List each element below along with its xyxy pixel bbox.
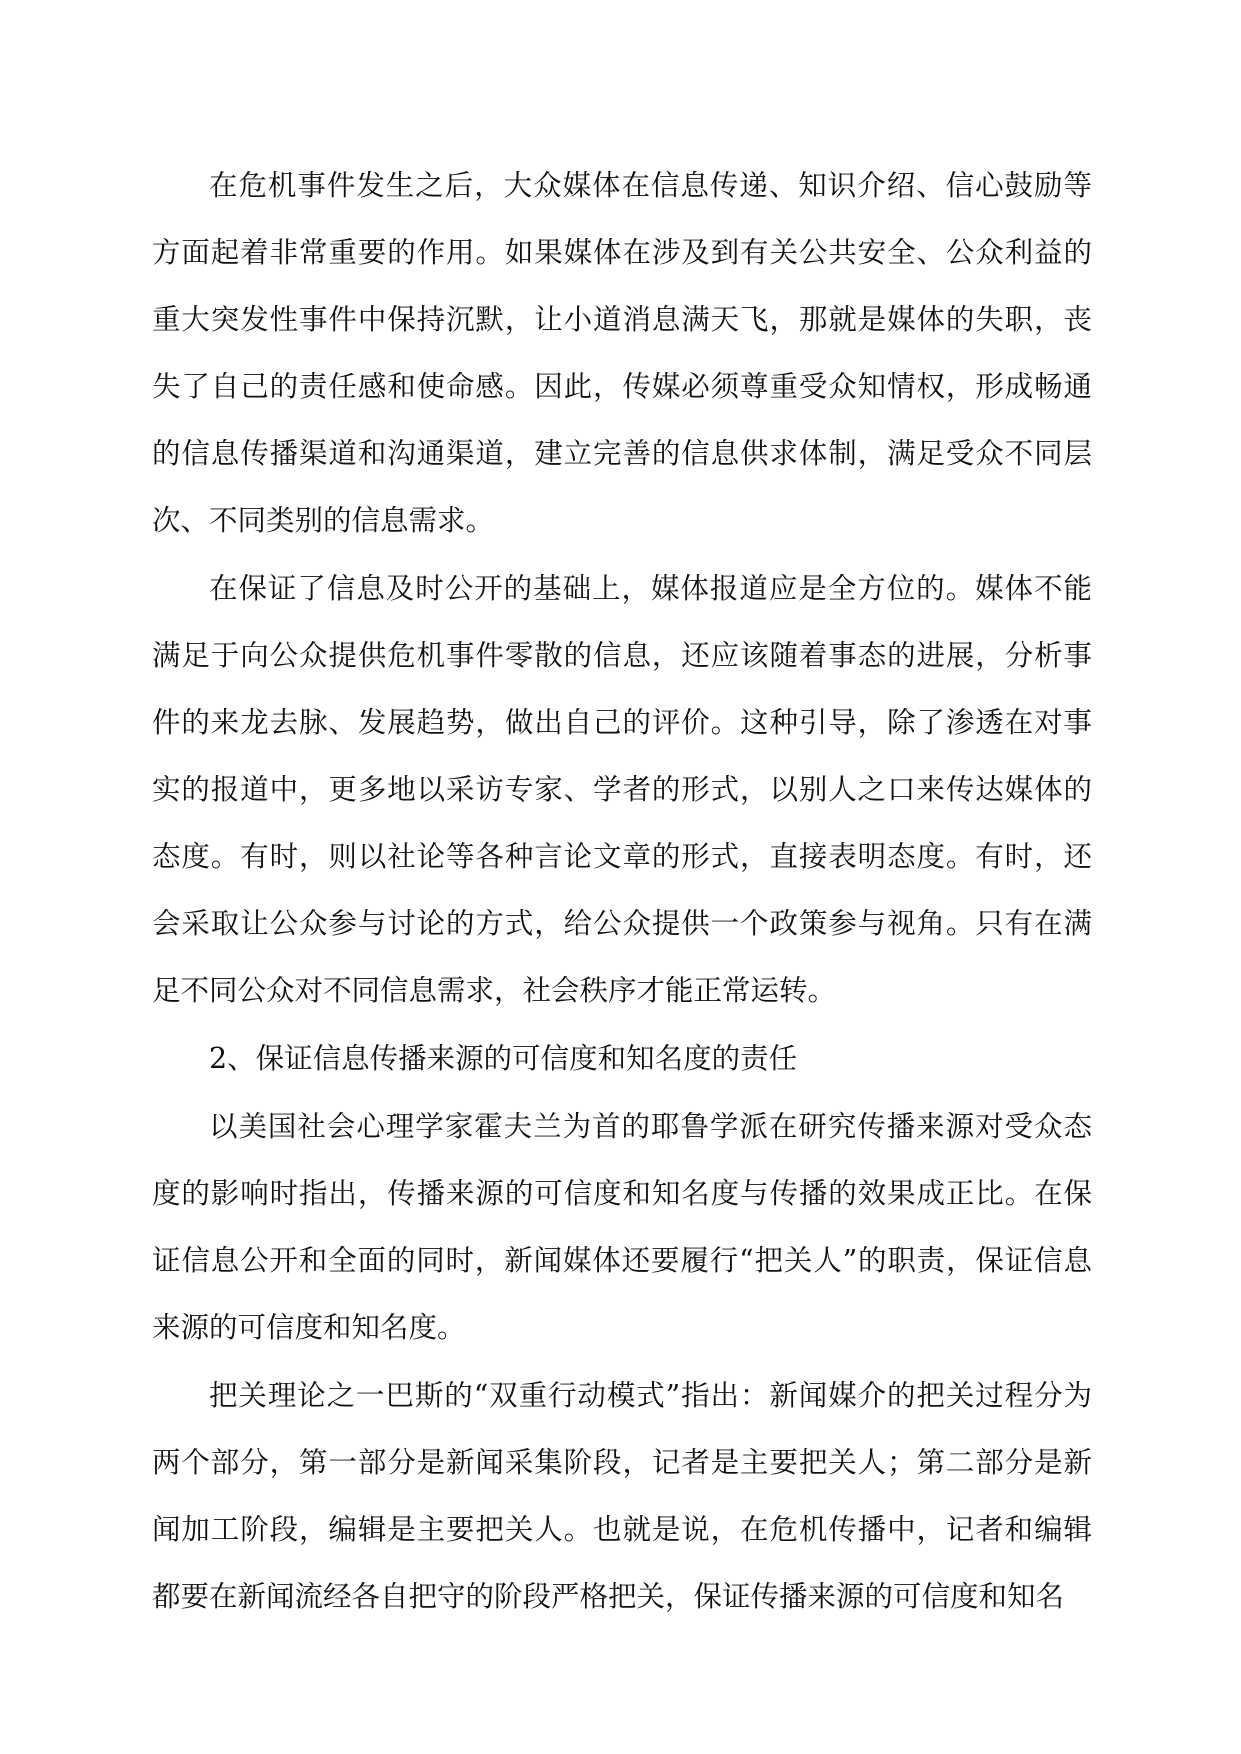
paragraph-comprehensive-reporting: 在保证了信息及时公开的基础上，媒体报道应是全方位的。媒体不能满足于向公众提供危机事件零散的信息，还应该随着事态的进展，分析事件的来龙去脉、发展趋势，做出自己的评价。这种引导，除了渗透在对事实的报道中，更多地以采访专家、学者的形式，以别人之口来传达媒体的态度。有时，则以社论等各种言论文章的形式，直接表明态度。有时，还会采取让公众参与讨论的方式，给公众提供一个政策参与视角。只有在满足不同公众对不同信息需求，社会秩序才能正常运转。 [152, 572, 1092, 1007]
section-heading-credibility: 2、保证信息传播来源的可信度和知名度的责任 [209, 1042, 798, 1075]
document-body [152, 152, 1092, 1631]
paragraph-yale-school: 以美国社会心理学家霍夫兰为首的耶鲁学派在研究传播来源对受众态度的影响时指出，传播来源的可信度和知名度与传播的效果成正比。在保证信息公开和全面的同时，新闻媒体还要履行“把关人”的职责，保证信息来源的可信度和知名度。 [152, 1110, 1092, 1344]
paragraph-crisis-media-role: 在危机事件发生之后，大众媒体在信息传递、知识介绍、信心鼓励等方面起着非常重要的作用。如果媒体在涉及到有关公共安全、公众利益的重大突发性事件中保持沉默，让小道消息满天飞，那就是媒体的失职，丧失了自己的责任感和使命感。因此，传媒必须尊重受众知情权，形成畅通的信息传播渠道和沟通渠道，建立完善的信息供求体制，满足受众不同层次、不同类别的信息需求。 [152, 169, 1092, 537]
paragraph-gatekeeping-model: 把关理论之一巴斯的“双重行动模式”指出：新闻媒介的把关过程分为两个部分，第一部分是新闻采集阶段，记者是主要把关人；第二部分是新闻加工阶段，编辑是主要把关人。也就是说，在危机传播中，记者和编辑都要在新闻流经各自把守的阶段严格把关，保证传播来源的可信度和知名 [152, 1379, 1092, 1613]
